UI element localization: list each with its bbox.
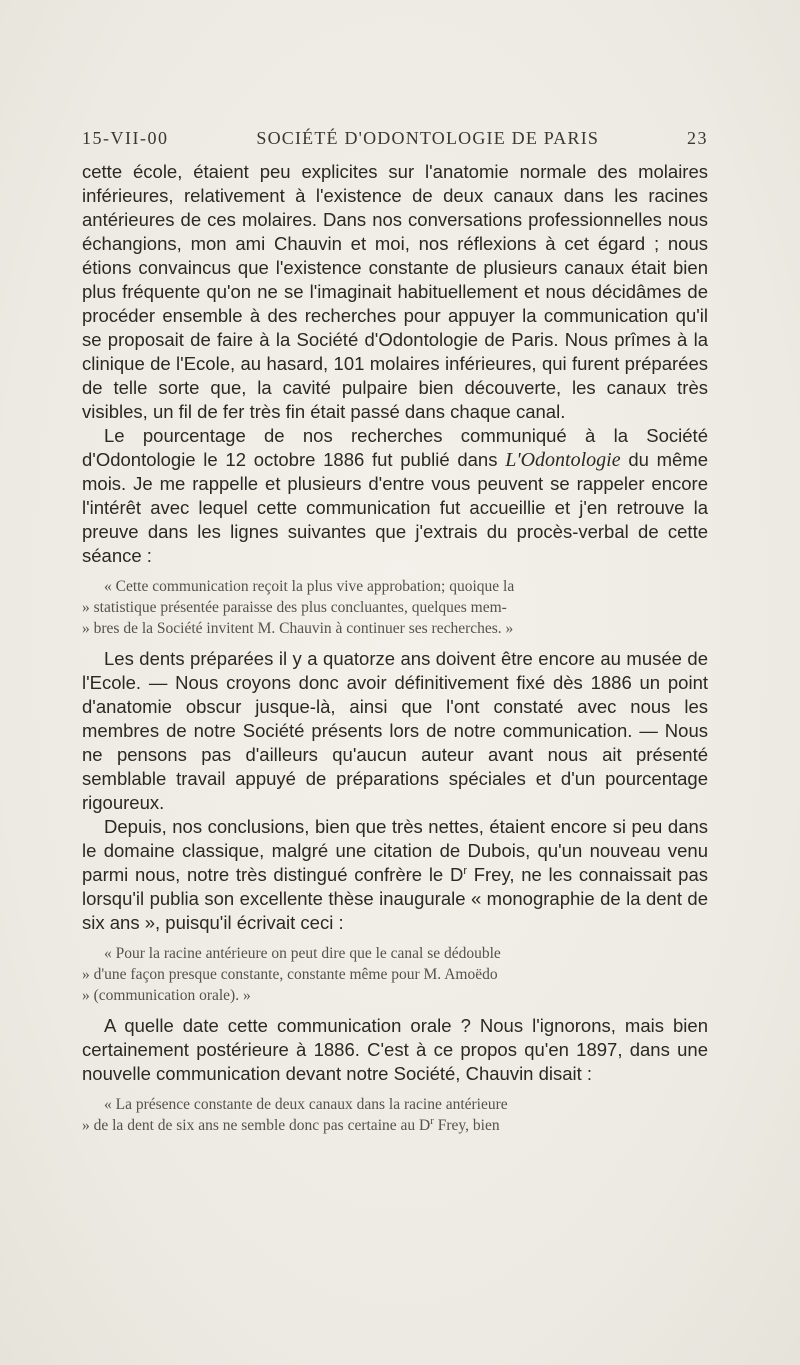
- quote-3: [82, 1094, 708, 1136]
- running-header: [82, 128, 708, 149]
- quote-1-line: « Cette communication reçoit la plus vive approbation; quoique la: [104, 578, 515, 595]
- doctor-abbrev-sup: r: [463, 864, 467, 877]
- paragraph-4-text-after: Frey, ne les connaissait pas lorsqu'il publia son excellente thèse inaugurale « monographie de la dent de six ans », puisqu'il écrivait ceci :: [82, 864, 709, 933]
- quote-1: [82, 576, 708, 639]
- paragraph-2-text-after: du même mois. Je me rappelle et plusieurs d'entre vous peuvent se rappeler encore l'intérêt avec lequel cette communication fut accueillie et j'en retrouve la preuve dans les lignes suivantes que j'extrais du procès-verbal de cette séance :: [82, 449, 709, 566]
- journal-title: L'Odontologie: [505, 449, 621, 471]
- paragraph-2: [82, 424, 708, 568]
- quote-2: [82, 943, 708, 1006]
- quote-1-line: » bres de la Société invitent M. Chauvin à continuer ses recherches. »: [82, 620, 514, 637]
- header-date: 15-VII-00: [82, 128, 169, 148]
- quote-2-line: » (communication orale). »: [82, 987, 251, 1004]
- quote-1-line: » statistique présentée paraisse des plus concluantes, quelques mem-: [82, 599, 507, 616]
- paragraph-2-text-before: Le pourcentage de nos recherches communiqué à la Société d'Odontologie le 12 octobre 1886 fut publié dans: [82, 425, 708, 470]
- quote-2-line: » d'une façon presque constante, constante même pour M. Amoëdo: [82, 966, 498, 983]
- quote-3-line: « La présence constante de deux canaux dans la racine antérieure: [104, 1096, 508, 1113]
- quote-3-text-after: Frey, bien: [433, 1117, 500, 1134]
- header-title: SOCIÉTÉ D'ODONTOLOGIE DE PARIS: [256, 128, 600, 148]
- doctor-abbrev-sup: r: [430, 1114, 434, 1127]
- page-number: 23: [686, 128, 708, 148]
- paragraph-4: [82, 815, 708, 935]
- page-body: [82, 160, 708, 1144]
- quote-3-line: [82, 1115, 708, 1136]
- paragraph-5: A quelle date cette communication orale ? Nous l'ignorons, mais bien certainement postérieure à 1886. C'est à ce propos qu'en 1897, dans une nouvelle communication devant notre Société, Chauvin disait :: [82, 1015, 708, 1084]
- paragraph-4-text-before: Depuis, nos conclusions, bien que très nettes, étaient encore si peu dans le domaine classique, malgré une citation de Dubois, qu'un nouveau venu parmi nous, notre très distingué confrère le D: [82, 816, 708, 885]
- quote-2-line: « Pour la racine antérieure on peut dire que le canal se dédouble: [104, 945, 501, 962]
- paragraph-1: cette école, étaient peu explicites sur l'anatomie normale des molaires inférieures, relativement à l'existence de deux canaux dans les racines antérieures de ces molaires. Dans nos conversations professionnelles nous échangions, mon ami Chauvin et moi, nos réflexions à cet égard ; nous étions convaincus que l'existence constante de plusieurs canaux était bien plus fréquente qu'on ne se l'imaginait habituellement et nous décidâmes de procéder ensemble à des recherches pour appuyer la communication qu'il se proposait de faire à la Société d'Odontologie de Paris. Nous prîmes à la clinique de l'Ecole, au hasard, 101 molaires inférieures, qui furent préparées de telle sorte que, la cavité pulpaire bien découverte, les canaux très visibles, un fil de fer très fin était passé dans chaque canal.: [82, 161, 708, 422]
- quote-3-text-before: » de la dent de six ans ne semble donc pas certaine au D: [82, 1117, 431, 1134]
- paragraph-3: Les dents préparées il y a quatorze ans doivent être encore au musée de l'Ecole. — Nous croyons donc avoir définitivement fixé dès 1886 un point d'anatomie obscur jusque-là, ainsi que l'ont constaté avec nous les membres de notre Société présents lors de notre communication. — Nous ne pensons pas d'ailleurs qu'aucun auteur avant nous ait présenté semblable travail appuyé de préparations spéciales et d'un pourcentage rigoureux.: [82, 648, 708, 813]
